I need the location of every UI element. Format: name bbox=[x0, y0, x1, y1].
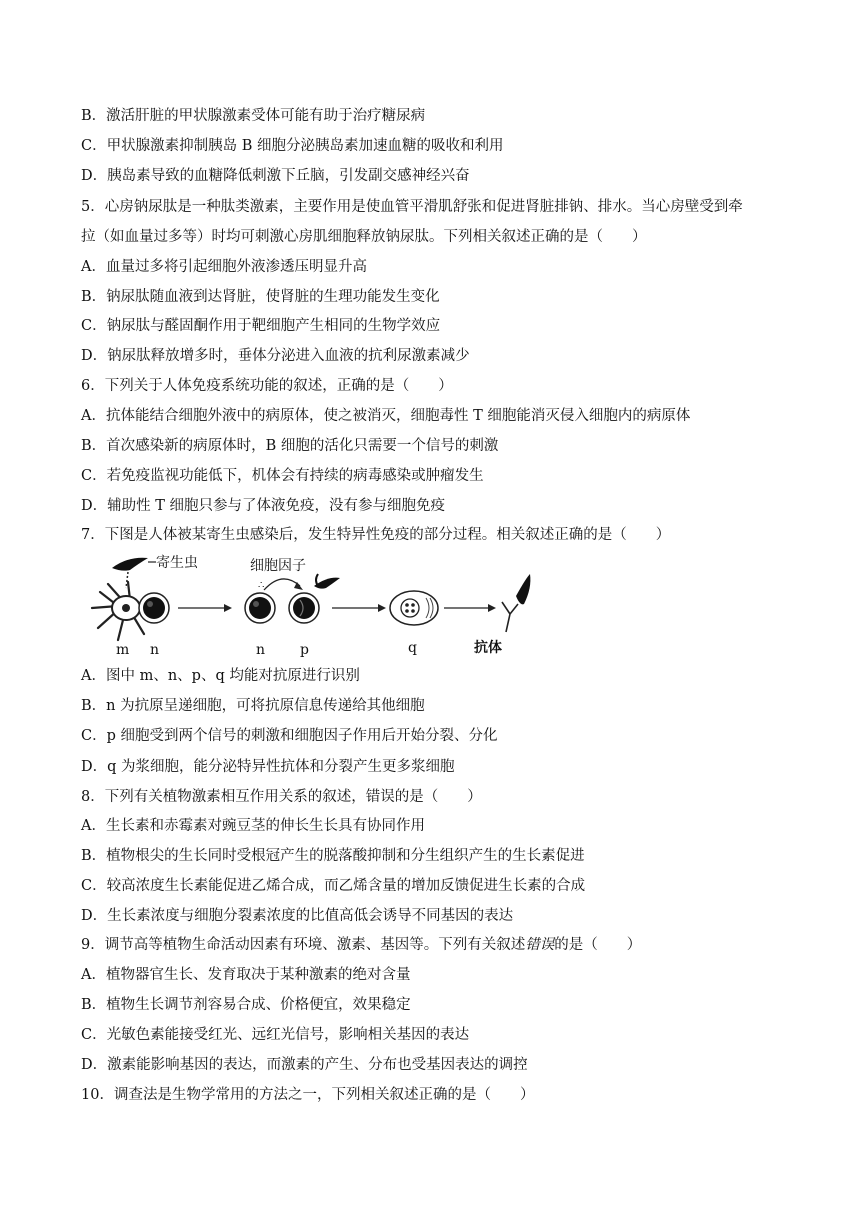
line-q5-d: D．钠尿肽释放增多时，垂体分泌进入血液的抗利尿激素减少 bbox=[81, 348, 470, 364]
cytokine-label: 细胞因子 bbox=[250, 558, 306, 574]
q9-before: 9．调节高等植物生命活动因素有环境、激素、基因等。下列有关叙述 bbox=[81, 937, 526, 953]
line-q4-c: C．甲状腺激素抑制胰岛 B 细胞分泌胰岛素加速血糖的吸收和利用 bbox=[81, 138, 504, 154]
antibody-icon bbox=[502, 574, 530, 632]
svg-text:∴: ∴ bbox=[258, 580, 265, 591]
line-q9-c: C．光敏色素能接受红光、远红光信号，影响相关基因的表达 bbox=[81, 1027, 470, 1043]
line-q6-a: A．抗体能结合细胞外液中的病原体，使之被消灭，细胞毒性 T 细胞能消灭侵入细胞内的病原体 bbox=[81, 408, 691, 424]
question-5-stem: 5．心房钠尿肽是一种肽类激素，主要作用是使血管平滑肌舒张和促进肾脏排钠、排水。当心房壁受到牵 bbox=[81, 199, 743, 215]
line-q6-b: B．首次感染新的病原体时，B 细胞的活化只需要一个信号的刺激 bbox=[81, 438, 499, 454]
plasma-cell-q bbox=[390, 591, 438, 625]
line-q7-d: D．q 为浆细胞，能分泌特异性抗体和分裂产生更多浆细胞 bbox=[81, 759, 455, 775]
line-q8-a: A．生长素和赤霉素对豌豆茎的伸长生长具有协同作用 bbox=[81, 818, 425, 834]
line-q8-d: D．生长素浓度与细胞分裂素浓度的比值高低会诱导不同基因的表达 bbox=[81, 908, 514, 924]
question-10-stem: 10．调查法是生物学常用的方法之一，下列相关叙述正确的是（ ） bbox=[81, 1087, 535, 1103]
line-q9-b: B．植物生长调节剂容易合成、价格便宜，效果稳定 bbox=[81, 997, 411, 1013]
line-q6-d: D．辅助性 T 细胞只参与了体液免疫，没有参与细胞免疫 bbox=[81, 498, 446, 514]
line-q9-d: D．激素能影响基因的表达，而激素的产生、分布也受基因表达的调控 bbox=[81, 1057, 528, 1073]
question-8-stem: 8．下列有关植物激素相互作用关系的叙述，错误的是（ ） bbox=[81, 789, 482, 805]
line-q7-c: C．p 细胞受到两个信号的刺激和细胞因子作用后开始分裂、分化 bbox=[81, 728, 498, 744]
parasite-icon-2 bbox=[314, 578, 340, 589]
line-q8-c: C．较高浓度生长素能促进乙烯合成，而乙烯含量的增加反馈促进生长素的合成 bbox=[81, 878, 586, 894]
line-q4-d: D．胰岛素导致的血糖降低刺激下丘脑，引发副交感神经兴奋 bbox=[81, 168, 470, 184]
line-q7-b: B．n 为抗原呈递细胞，可将抗原信息传递给其他细胞 bbox=[81, 698, 425, 714]
question-7-stem: 7．下图是人体被某寄生虫感染后，发生特异性免疫的部分过程。相关叙述正确的是（ ） bbox=[81, 527, 671, 543]
question-6-stem: 6．下列关于人体免疫系统功能的叙述，正确的是（ ） bbox=[81, 378, 453, 394]
cell-p-label: p bbox=[300, 642, 309, 658]
cell-n-2-label: n bbox=[256, 642, 266, 658]
line-q5-a: A．血量过多将引起细胞外液渗透压明显升高 bbox=[81, 259, 367, 275]
question-9-stem bbox=[81, 935, 808, 955]
line-q8-b: B．植物根尖的生长同时受根冠产生的脱落酸抑制和分生组织产生的生长素促进 bbox=[81, 848, 585, 864]
cell-n-1-label: n bbox=[150, 642, 160, 658]
antibody-label: 抗体 bbox=[474, 640, 502, 656]
parasite-icon bbox=[112, 558, 148, 588]
cell-n-1 bbox=[139, 593, 169, 623]
line-q6-c: C．若免疫监视功能低下，机体会有持续的病毒感染或肿瘤发生 bbox=[81, 468, 484, 484]
parasite-label: 寄生虫 bbox=[156, 555, 198, 571]
line-q7-a: A．图中 m、n、p、q 均能对抗原进行识别 bbox=[81, 668, 360, 684]
line-q9-a: A．植物器官生长、发育取决于某种激素的绝对含量 bbox=[81, 967, 411, 983]
immune-process-diagram bbox=[78, 548, 538, 660]
line-q5-b: B．钠尿肽随血液到达肾脏，使肾脏的生理功能发生变化 bbox=[81, 289, 440, 305]
cell-m-label: m bbox=[116, 642, 130, 658]
q9-after: 的是（ ） bbox=[554, 937, 642, 953]
q9-emphasis: 错误 bbox=[525, 937, 555, 953]
line-q4-b: B．激活肝脏的甲状腺激素受体可能有助于治疗糖尿病 bbox=[81, 108, 426, 124]
cell-p bbox=[289, 593, 319, 623]
dendritic-cell-m bbox=[92, 582, 144, 640]
line-q5-c: C．钠尿肽与醛固酮作用于靶细胞产生相同的生物学效应 bbox=[81, 318, 441, 334]
cell-n-2 bbox=[245, 593, 275, 623]
cell-q-label: q bbox=[408, 640, 417, 656]
question-5-stem-cont: 拉（如血量过多等）时均可刺激心房肌细胞释放钠尿肽。下列相关叙述正确的是（ ） bbox=[81, 229, 647, 245]
